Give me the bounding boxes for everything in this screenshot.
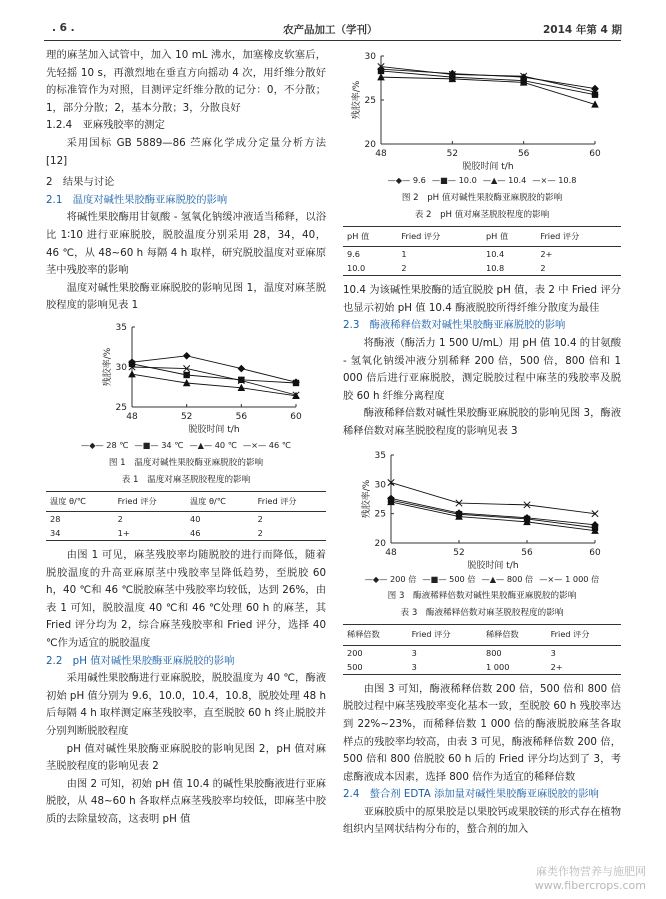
issue-label: 2014 年第 4 期 [543, 24, 622, 36]
square-marker-icon: —■— [422, 573, 450, 584]
section-heading: 2.4 螯合剂 EDTA 添加量对碱性果胶酶亚麻脱胶的影响 [343, 788, 599, 801]
table-cell: 34 [46, 526, 114, 541]
table-cell: 2 [257, 514, 263, 525]
data-point [129, 361, 135, 367]
table-header-cell: 温度 θ/℃ [186, 491, 254, 512]
journal-name: 农产品加工（学刊） [283, 24, 378, 36]
figure-1-legend [46, 437, 326, 455]
series-line [391, 498, 595, 524]
table-header-cell: Fried 评分 [547, 625, 621, 646]
table-header-cell: pH 值 [343, 226, 397, 247]
x-tick-label: 60 [589, 547, 601, 558]
legend-item [365, 574, 417, 584]
paragraph: 由图 3 可知，酶液稀释倍数 200 倍，500 倍和 800 倍脱胶过程中麻茎残胶率变化基本一致，至脱胶 60 h 残胶率达到 22%~23%，而稀释倍数 1 000 倍的酶液脱胶麻茎各取样点的残胶率均较高，由表 3 可见，酶液稀释倍数 200 倍，500 倍和 800 倍脱胶 60 h 后的 Fried 评分均达到了 3，考虑酶液成本因素，选择 800 倍作为适宜的稀释倍数 [343, 682, 621, 783]
y-tick-label: 25 [374, 509, 386, 520]
table-header-cell: Fried 评分 [254, 491, 326, 512]
table-cell: 9.6 [347, 249, 361, 260]
table-1 [46, 491, 326, 542]
table-cell: 10.4 [485, 249, 505, 260]
legend-label: 10.0 [458, 175, 477, 185]
x-tick-label: 48 [126, 411, 138, 422]
square-marker-icon: —■— [134, 439, 162, 450]
cross-marker-icon: —×— [539, 573, 566, 584]
table-row [46, 512, 326, 527]
legend-item [483, 175, 527, 185]
legend-label: 28 ℃ [106, 439, 129, 450]
legend-item [532, 175, 576, 185]
section-heading: 2.2 pH 值对碱性果胶酶亚麻脱胶的影响 [46, 654, 235, 667]
figure-2-caption: 图 2 pH 值对碱性果胶酶亚麻脱胶的影响 [401, 192, 563, 203]
table-3-caption: 表 3 酶液稀释倍数对麻茎脱胶程度的影响 [400, 608, 564, 619]
x-axis-label: 脱胶时间 t/h [462, 162, 514, 172]
paragraph: 由图 2 可知，初始 pH 值 10.4 的碱性果胶酶液进行亚麻脱胶，从 48~60 h 各取样点麻茎残胶率均较低，即麻茎中胶质的去除量较高，这表明 pH 值 [46, 777, 326, 825]
legend-item [135, 440, 184, 450]
series-line [381, 77, 595, 104]
table-cell: 200 [347, 647, 363, 658]
paragraph: 由图 1 可见，麻茎残胶率均随脱胶的进行而降低，随着脱胶温度的升高亚麻原茎中残胶率呈降低趋势，至脱胶 60 h，40 ℃和 46 ℃脱胶麻茎中残胶率均较低，达到 26%，由表 1 可知，脱胶温度 40 ℃和 46 ℃处理 60 h 的麻茎，其 Fried 评分均为 2，综合麻茎残胶率和 Fried 评分，选择 40 ℃作为适宜的脱胶温度 [46, 549, 326, 650]
series-line [132, 367, 296, 395]
x-tick-label: 48 [385, 547, 397, 558]
legend-label: 200 倍 [389, 573, 417, 584]
y-tick-label: 30 [374, 479, 386, 490]
table-3 [343, 624, 621, 675]
watermark-title: 麻类作物营养与施肥网 [536, 865, 646, 878]
legend-label: 9.6 [412, 175, 426, 185]
table-2-caption: 表 2 pH 值对麻茎脱胶程度的影响 [414, 209, 550, 220]
paragraph: 亚麻胶质中的原果胶是以果胶钙或果胶镁的形式存在植物组织内呈网状结构分布的，螯合剂的加入 [343, 805, 622, 836]
legend-item [81, 440, 129, 450]
paragraph: 将酶液（酶活力 1 500 U/mL）用 pH 值 10.4 的甘氨酸 - 氢氧化钠缓冲液分别稀释 200 倍，500 倍，800 倍和 1 000 倍后进行亚麻脱胶，测定脱胶过程中麻茎的残胶率及脱胶 60 h 纤维分离程度 [343, 336, 621, 402]
figure-2-plot [343, 44, 621, 172]
x-tick-label: 48 [375, 149, 387, 159]
watermark [535, 865, 646, 893]
x-tick-label: 56 [521, 547, 533, 558]
table-cell: 2+ [547, 660, 621, 675]
table-cell: 40 [189, 514, 201, 525]
legend-label: 46 ℃ [268, 439, 291, 450]
figure-3-legend [343, 571, 621, 589]
table-cell: 800 [485, 647, 502, 658]
table-row [343, 660, 621, 675]
y-tick-label: 35 [374, 450, 386, 461]
diamond-marker-icon: —◆— [387, 175, 413, 185]
table-row [343, 645, 621, 660]
table-header-cell: Fried 评分 [397, 226, 482, 247]
cross-marker-icon: —×— [532, 175, 559, 185]
data-point [377, 73, 385, 80]
x-tick-label: 56 [235, 411, 248, 422]
figure-2 [343, 44, 621, 190]
table-2 [343, 226, 621, 277]
figure-3-caption: 图 3 酶液稀释倍数对碱性果胶酶亚麻脱胶的影响 [387, 591, 577, 602]
diamond-marker-icon: —◆— [81, 439, 107, 450]
series-line [132, 364, 296, 383]
y-tick-label: 25 [364, 96, 376, 106]
legend-item [189, 440, 237, 450]
y-tick-label: 25 [115, 402, 127, 413]
x-tick-label: 60 [290, 411, 302, 422]
series-line [391, 482, 595, 513]
triangle-marker-icon: —▲— [481, 573, 507, 584]
paragraph: 采用国标 GB 5889—86 苎麻化学成分定量分析方法[12] [46, 136, 326, 167]
table-header-cell: 稀释倍数 [482, 625, 547, 646]
x-axis-label: 脱胶时间 t/h [467, 560, 519, 571]
data-point [293, 380, 299, 386]
legend-label: 10.8 [558, 175, 577, 185]
section-heading: 1.2.4 亚麻残胶率的测定 [46, 119, 165, 132]
y-tick-label: 30 [364, 52, 376, 62]
table-cell: 3 [550, 647, 556, 658]
table-header-cell: 稀释倍数 [343, 625, 408, 646]
x-tick-label: 52 [453, 547, 465, 558]
figure-1 [46, 315, 326, 455]
table-cell: 10.8 [482, 261, 536, 276]
page-number: . 6 . [52, 22, 75, 34]
figure-1-plot [46, 315, 326, 437]
square-marker-icon: —■— [431, 175, 459, 185]
table-row [343, 261, 621, 276]
x-tick-label: 52 [180, 411, 193, 422]
table-cell: 1+ [114, 526, 186, 541]
legend-item [243, 440, 291, 450]
legend-item [482, 574, 534, 584]
legend-label: 1 000 倍 [565, 573, 600, 584]
table-header-cell: Fried 评分 [114, 491, 186, 512]
table-cell: 3 [411, 647, 417, 658]
table-cell: 2 [254, 526, 326, 541]
y-tick-label: 30 [115, 362, 127, 373]
header-rule [44, 40, 621, 41]
diamond-marker-icon: —◆— [364, 573, 390, 584]
right-column [343, 44, 621, 839]
table-row [343, 247, 621, 262]
legend-item [539, 574, 599, 584]
figure-3-plot [343, 441, 621, 571]
x-tick-label: 56 [517, 149, 530, 159]
table-cell: 500 [343, 660, 408, 675]
legend-item [422, 574, 475, 584]
paragraph: 酶液稀释倍数对碱性果胶酶亚麻脱胶的影响见图 3，酶液稀释倍数对麻茎脱胶程度的影响见表 3 [343, 407, 621, 437]
section-heading: 2.3 酶液稀释倍数对碱性果胶酶亚麻脱胶的影响 [343, 319, 566, 332]
series-line [381, 71, 595, 95]
legend-label: 34 ℃ [161, 439, 184, 450]
table-cell: 28 [50, 514, 61, 525]
y-axis-label: 残胶率/% [103, 347, 113, 387]
cross-marker-icon: —×— [242, 439, 269, 450]
table-header-cell: 温度 θ/℃ [46, 491, 114, 512]
legend-item [432, 175, 477, 185]
left-column [46, 47, 326, 829]
paragraph: 理的麻茎加入试管中，加入 10 mL 沸水，加塞橡皮软塞后，先轻摇 10 s，再激烈地在垂直方向摇动 4 次，用纤维分散好的标准管作为对照，目测评定纤维分散的记分：0，不分散；1，部分分散；2，基本分散；3，分散良好 [46, 49, 326, 114]
paragraph: 将碱性果胶酶用甘氨酸 - 氢氧化钠缓冲液适当稀释，以浴比 1∶10 进行亚麻脱胶，脱胶温度分别采用 28，34，40，46 ℃，从 48~60 h 每隔 4 h 取样，研究脱胶温度对亚麻原茎中残胶率的影响 [46, 211, 326, 277]
table-cell: 2 [536, 261, 621, 276]
y-tick-label: 20 [364, 140, 376, 150]
paragraph: pH 值对碱性果胶酶亚麻脱胶的影响见图 2，pH 值对麻茎脱胶程度的影响见表 2 [46, 742, 326, 773]
legend-label: 800 倍 [506, 573, 534, 584]
x-tick-label: 52 [446, 149, 459, 159]
y-tick-label: 20 [374, 538, 386, 549]
table-cell: 10.0 [343, 261, 397, 276]
table-cell: 1 [401, 249, 407, 260]
table-header-cell: pH 值 [482, 226, 536, 247]
data-point [238, 365, 246, 373]
section-heading: 2 结果与讨论 [46, 176, 115, 189]
table-cell: 2+ [540, 249, 553, 260]
table-row [46, 526, 326, 541]
table-cell: 3 [408, 660, 482, 675]
y-tick-label: 35 [115, 322, 127, 333]
paragraph: 采用碱性果胶酶进行亚麻脱胶，脱胶温度为 40 ℃，酶液初始 pH 值分别为 9.6，10.0，10.4，10.8，脱胶处理 48 h 后每隔 4 h 取样测定麻茎残胶率，直至脱胶 60 h 终止脱胶并分别判断脱胶程度 [46, 672, 326, 738]
figure-2-legend [343, 172, 621, 190]
table-header-cell: Fried 评分 [408, 625, 482, 646]
section-heading: 2.1 温度对碱性果胶酶亚麻脱胶的影响 [46, 193, 228, 206]
triangle-marker-icon: —▲— [482, 175, 509, 185]
table-cell: 46 [186, 526, 254, 541]
watermark-url: www.fibercrops.com [534, 879, 646, 892]
table-header-cell: Fried 评分 [536, 226, 621, 247]
figure-1-caption: 图 1 温度对碱性果胶酶亚麻脱胶的影响 [108, 457, 264, 468]
table-cell: 1 000 [482, 660, 547, 675]
legend-item [388, 175, 426, 185]
x-tick-label: 60 [589, 149, 601, 159]
table-1-caption: 表 1 温度对麻茎脱胶程度的影响 [121, 474, 251, 485]
x-axis-label: 脱胶时间 t/h [188, 424, 240, 435]
legend-label: 500 倍 [449, 573, 476, 584]
paragraph: 10.4 为该碱性果胶酶的适宜脱胶 pH 值，表 2 中 Fried 评分也显示初始 pH 值 10.4 酶液脱胶所得纤维分散度为最佳 [343, 284, 621, 314]
data-point [128, 370, 136, 377]
legend-label: 10.4 [508, 175, 527, 185]
table-cell: 2 [117, 514, 123, 525]
figure-3 [343, 441, 621, 589]
y-axis-label: 残胶率/% [362, 479, 372, 518]
y-axis-label: 残胶率/% [352, 80, 362, 120]
paragraph: 温度对碱性果胶酶亚麻脱胶的影响见图 1，温度对麻茎脱胶程度的影响见表 1 [46, 281, 326, 312]
data-point [183, 352, 191, 360]
data-point [183, 372, 189, 378]
legend-label: 40 ℃ [214, 439, 237, 450]
table-cell: 2 [397, 261, 482, 276]
triangle-marker-icon: —▲— [189, 439, 215, 450]
